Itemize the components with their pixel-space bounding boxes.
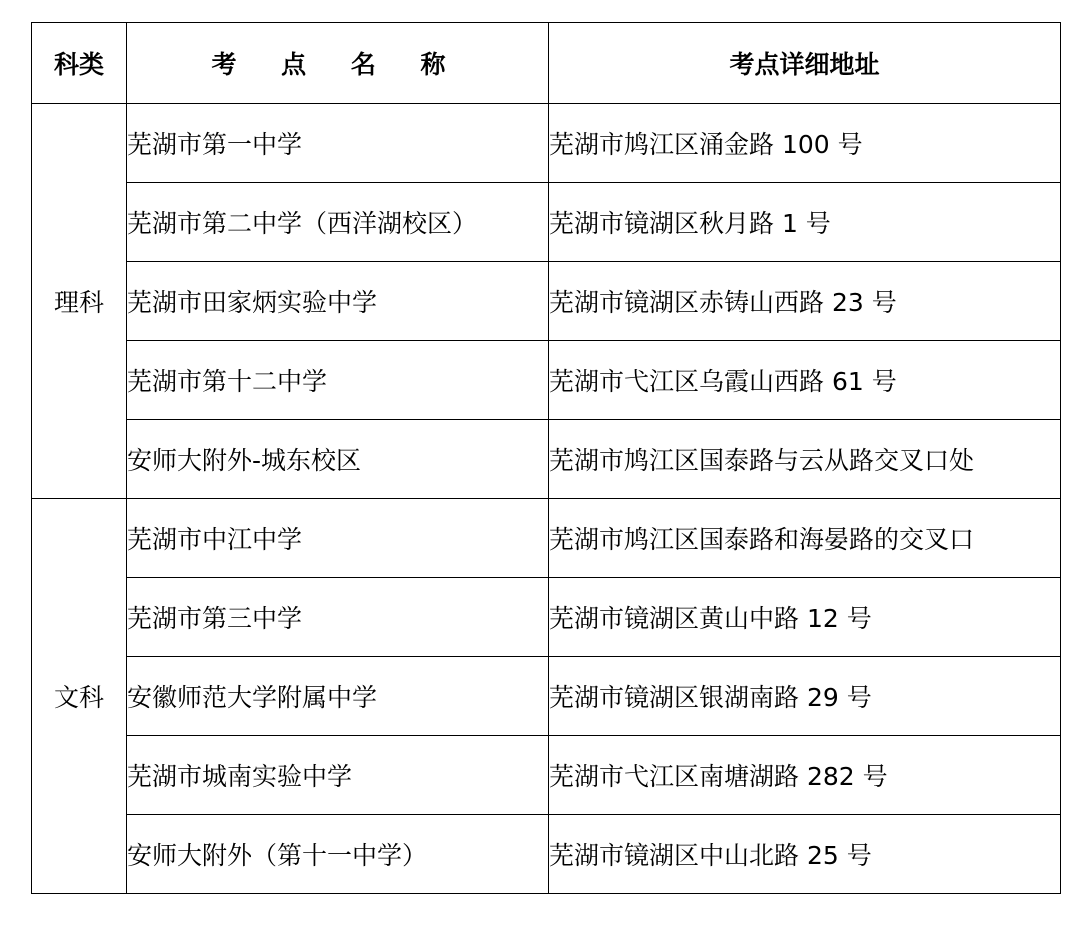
table-body [32, 104, 1061, 894]
category-cell-liberal-arts: 文科 [32, 499, 127, 894]
venue-address-cell: 芜湖市镜湖区赤铸山西路 23 号 [549, 262, 1061, 341]
header-row [32, 23, 1061, 104]
header-category: 科类 [32, 23, 127, 104]
venue-name-cell: 安师大附外-城东校区 [127, 420, 549, 499]
venue-address-cell: 芜湖市镜湖区中山北路 25 号 [549, 815, 1061, 894]
venue-address-cell: 芜湖市镜湖区银湖南路 29 号 [549, 657, 1061, 736]
venue-address-cell: 芜湖市鸠江区涌金路 100 号 [549, 104, 1061, 183]
table-row [32, 578, 1061, 657]
venue-name-cell: 芜湖市中江中学 [127, 499, 549, 578]
venue-name-cell: 芜湖市第三中学 [127, 578, 549, 657]
venue-address-cell: 芜湖市鸠江区国泰路和海晏路的交叉口 [549, 499, 1061, 578]
venue-name-cell: 芜湖市第十二中学 [127, 341, 549, 420]
venue-name-cell: 芜湖市城南实验中学 [127, 736, 549, 815]
venue-address-cell: 芜湖市镜湖区黄山中路 12 号 [549, 578, 1061, 657]
table-row [32, 262, 1061, 341]
table-row [32, 104, 1061, 183]
venue-name-cell: 安师大附外（第十一中学） [127, 815, 549, 894]
venue-address-cell: 芜湖市鸠江区国泰路与云从路交叉口处 [549, 420, 1061, 499]
table-row [32, 183, 1061, 262]
header-venue-address: 考点详细地址 [549, 23, 1061, 104]
table-row [32, 499, 1061, 578]
table-row [32, 341, 1061, 420]
table-row [32, 657, 1061, 736]
venue-address-cell: 芜湖市弋江区乌霞山西路 61 号 [549, 341, 1061, 420]
table-row [32, 736, 1061, 815]
venue-address-cell: 芜湖市弋江区南塘湖路 282 号 [549, 736, 1061, 815]
venue-name-cell: 安徽师范大学附属中学 [127, 657, 549, 736]
exam-venue-table [31, 22, 1061, 894]
venue-name-cell: 芜湖市田家炳实验中学 [127, 262, 549, 341]
table-header [32, 23, 1061, 104]
venue-name-cell: 芜湖市第二中学（西洋湖校区） [127, 183, 549, 262]
header-venue-name: 考 点 名 称 [127, 23, 549, 104]
table-row [32, 420, 1061, 499]
category-cell-science: 理科 [32, 104, 127, 499]
venue-address-cell: 芜湖市镜湖区秋月路 1 号 [549, 183, 1061, 262]
venue-name-cell: 芜湖市第一中学 [127, 104, 549, 183]
table-row [32, 815, 1061, 894]
